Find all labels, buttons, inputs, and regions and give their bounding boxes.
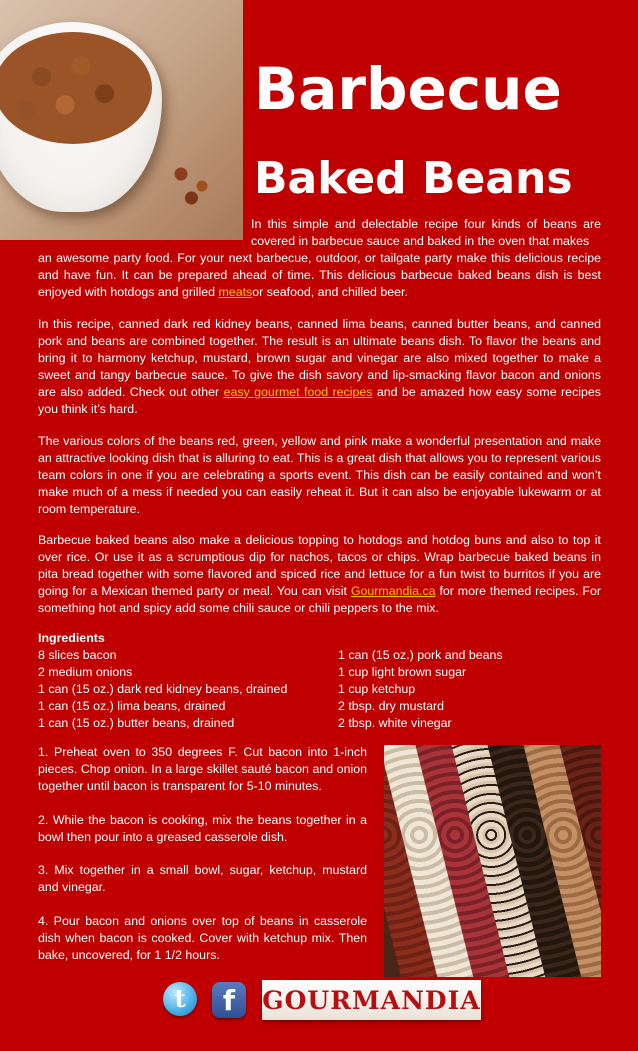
ingredient-item: 1 can (15 oz.) lima beans, drained — [38, 698, 226, 713]
gourmandia-logo-text: GOURMANDIA — [262, 985, 481, 1015]
instruction-step: 3. Mix together in a small bowl, sugar, ketchup, mustard and vinegar. — [38, 863, 367, 895]
paragraph-2-text: In this recipe, canned dark red kidney beans, canned lima beans, canned butter beans, and canned pork and beans are combined together. The result is an ultimate beans dish. To flavor the beans and bring it to harmony ketchup, mustard, brown sugar and vinegar are also mixed together to make a sweet and tangy barbecue sauce. To give the dish savory and lip-smacking flavor bacon and onions are also added. Check out other — [38, 317, 601, 399]
twitter-icon[interactable]: t — [163, 982, 197, 1016]
ingredient-row — [38, 681, 601, 698]
ingredient-item: 2 tbsp. white vinegar — [338, 715, 452, 730]
paragraph-2 — [38, 316, 601, 417]
page-title-line2: Baked Beans — [254, 153, 573, 204]
bacon-bits — [160, 150, 230, 210]
ingredient-item: 8 slices bacon — [38, 647, 117, 662]
ingredient-row — [38, 698, 601, 715]
instructions — [38, 744, 367, 981]
ingredient-item: 2 tbsp. dry mustard — [338, 698, 445, 713]
gourmandia-link[interactable]: Gourmandia.ca — [350, 583, 436, 598]
meats-link[interactable]: meats — [218, 284, 253, 299]
paragraph-4 — [38, 532, 601, 617]
beans-in-bowl — [0, 32, 152, 144]
intro-text-end: or seafood, and chilled beer. — [252, 284, 408, 299]
intro-first-lines: In this simple and delectable recipe four kinds of beans are covered in barbecue sauce and baked in the oven that makes — [251, 217, 601, 248]
paragraph-3: The various colors of the beans red, green, yellow and pink make a wonderful presentation and make an attractive looking dish that is alluring to eat. This is a great dish that allows you to represent various team colors in one if you are celebrating a sports event. This dish can be easily contained and won’t make much of a mess if needed you can easily reheat it. But it can also be enjoyable lukewarm or at room temperature. — [38, 434, 601, 516]
paragraph-4-text-end: for more themed recipes. For something hot and spicy add some chili sauce or chili peppers to the mix. — [38, 583, 601, 615]
instruction-step: 2. While the bacon is cooking, mix the beans together in a bowl then pour into a greased casserole dish. — [38, 812, 367, 844]
assorted-beans-photo — [384, 745, 601, 977]
facebook-icon[interactable]: f — [212, 982, 246, 1018]
bowl-of-beans-photo — [0, 0, 243, 240]
ingredient-row — [38, 664, 601, 681]
ingredients-heading: Ingredients — [38, 631, 105, 645]
ingredient-row — [38, 715, 601, 732]
ingredient-item: 2 medium onions — [38, 664, 133, 679]
easy-gourmet-recipes-link[interactable]: easy gourmet food recipes — [223, 384, 373, 399]
ingredients-section — [38, 630, 601, 731]
instruction-step: 1. Preheat oven to 350 degrees F. Cut bacon into 1-inch pieces. Chop onion. In a large skillet sauté bacon and onion together until bacon is transparent for 5-10 minutes. — [38, 745, 367, 793]
intro-paragraph — [38, 250, 601, 301]
paragraph-2-text-end: and be amazed how easy some recipes you think it’s hard. — [38, 384, 601, 416]
page-title-line1: Barbecue — [254, 55, 562, 123]
intro-text: an awesome party food. For your next barbecue, outdoor, or tailgate party make this delicious recipe and have fun. It can be prepared ahead of time. This delicious barbecue baked beans dish is best enjoyed with hotdogs and grilled — [38, 251, 601, 299]
ingredient-item: 1 can (15 oz.) butter beans, drained — [38, 715, 235, 730]
ingredient-row — [38, 647, 601, 664]
ingredient-item: 1 cup ketchup — [338, 681, 416, 696]
ingredient-item: 1 can (15 oz.) pork and beans — [338, 647, 503, 662]
ingredient-item: 1 cup light brown sugar — [338, 664, 467, 679]
ingredient-item: 1 can (15 oz.) dark red kidney beans, drained — [38, 681, 288, 696]
instruction-step: 4. Pour bacon and onions over top of beans in casserole dish when bacon is cooked. Cover with ketchup mix. Then bake, uncovered, for 1 1/2 hours. — [38, 914, 367, 962]
paragraph-4-text: Barbecue baked beans also make a delicious topping to hotdogs and hotdog buns and also to top it over rice. Or use it as a scrumptious dip for nachos, tacos or chips. Wrap barbecue baked beans in pita bread together with some flavored and spiced rice and lettuce for a fun twist to burritos if you are going for a Mexican themed party or meal. You can visit — [38, 533, 601, 598]
gourmandia-logo[interactable] — [262, 980, 481, 1020]
